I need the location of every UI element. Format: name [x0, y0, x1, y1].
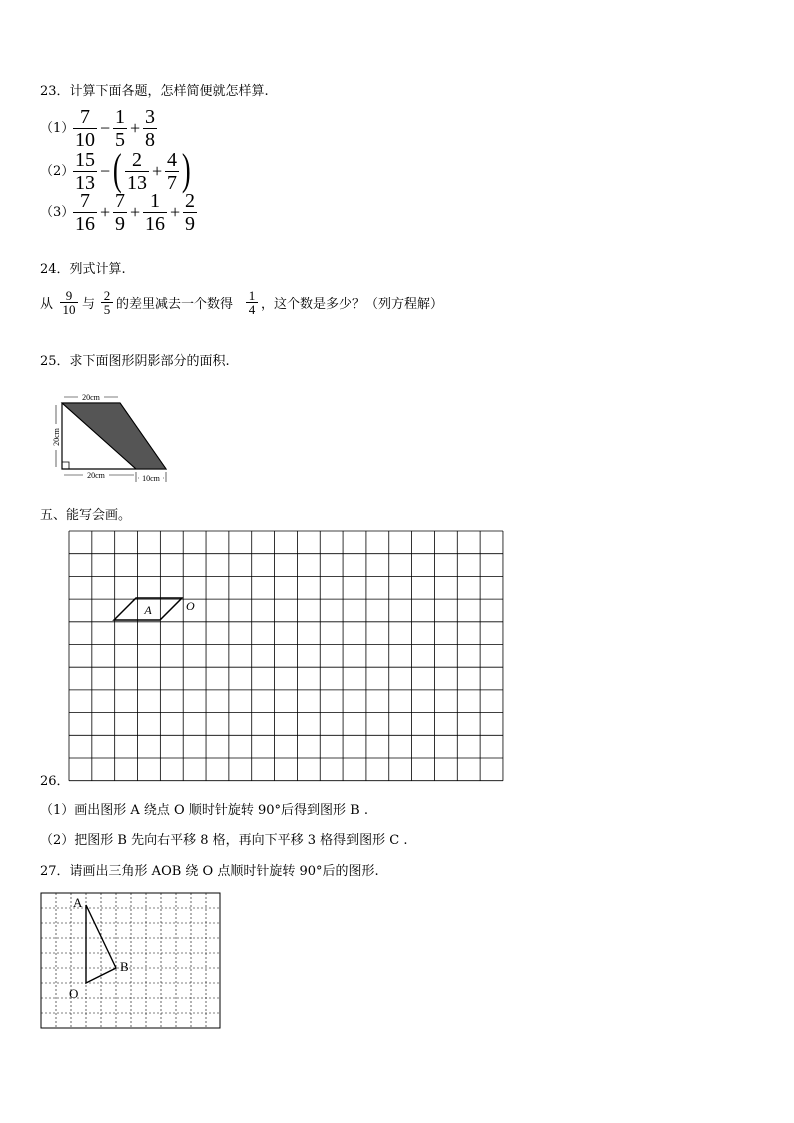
fraction: 2 9: [185, 190, 195, 235]
fraction: 3 8: [145, 106, 155, 151]
q24-fraction-3: 1 4: [246, 289, 258, 316]
q27-label-b: B: [120, 959, 129, 974]
q27-label-a: A: [73, 895, 83, 910]
q23-item-label: （3）: [40, 205, 75, 220]
plus-sign: +: [130, 118, 141, 138]
fraction: 1 16: [145, 190, 165, 235]
q24-fraction-2: 2 5: [101, 289, 113, 316]
q25-title: 25．求下面图形阴影部分的面积.: [40, 354, 230, 369]
q26-number: 26．: [40, 774, 70, 789]
plus-sign: +: [130, 202, 141, 222]
point-o-label: O: [186, 599, 195, 613]
q24-text-3: 的差里减去一个数得: [116, 297, 234, 312]
plus-sign: +: [100, 202, 111, 222]
q24-text-1: 从: [40, 297, 54, 312]
q26-instruction-2: （2）把图形 B 先向右平移 8 格，再向下平移 3 格得到图形 C .: [40, 833, 408, 848]
q27-dotted-grid: [40, 892, 222, 1030]
q26-instruction-1: （1）画出图形 A 绕点 O 顺时针旋转 90°后得到图形 B .: [40, 803, 368, 818]
q24-text-2: 与: [82, 297, 96, 312]
q25-label-bottom: 20cm: [87, 471, 105, 480]
fraction: 7 9: [115, 190, 125, 235]
minus-sign: −: [100, 161, 111, 181]
triangle-aob: [86, 905, 116, 983]
q26-grid: [68, 530, 504, 787]
plus-sign: +: [152, 161, 163, 181]
q23-title: 23．计算下面各题，怎样简便就怎样算.: [40, 84, 269, 99]
q25-label-bottom-right: 10cm: [142, 474, 160, 483]
q24-title: 24．列式计算.: [40, 262, 126, 277]
left-parenthesis: (: [112, 145, 122, 194]
minus-sign: −: [100, 118, 111, 138]
q24-text-4: ，这个数是多少？（列方程解）: [261, 297, 444, 312]
q27-title: 27．请画出三角形 AOB 绕 O 点顺时针旋转 90°后的图形.: [40, 864, 379, 879]
fraction: 7 10: [75, 106, 95, 151]
q25-label-left: 20cm: [52, 428, 61, 446]
q27-label-o: O: [69, 986, 79, 1001]
plus-sign: +: [170, 202, 181, 222]
fraction: 7 16: [75, 190, 95, 235]
q24-fraction-1: 9 10: [60, 289, 78, 316]
fraction: 2 13: [127, 149, 147, 194]
fraction: 15 13: [75, 149, 95, 194]
q23-item-label: （1）: [40, 121, 75, 136]
section-five-title: 五、能写会画。: [40, 508, 132, 523]
fraction: 4 7: [167, 149, 177, 194]
shaded-region: [62, 403, 166, 469]
shape-a-label: A: [144, 603, 152, 617]
right-parenthesis: ): [181, 145, 191, 194]
q25-trapezoid-figure: [50, 390, 180, 486]
q25-label-top: 20cm: [82, 393, 100, 402]
fraction: 1 5: [115, 106, 125, 151]
q23-item-label: （2）: [40, 164, 75, 179]
